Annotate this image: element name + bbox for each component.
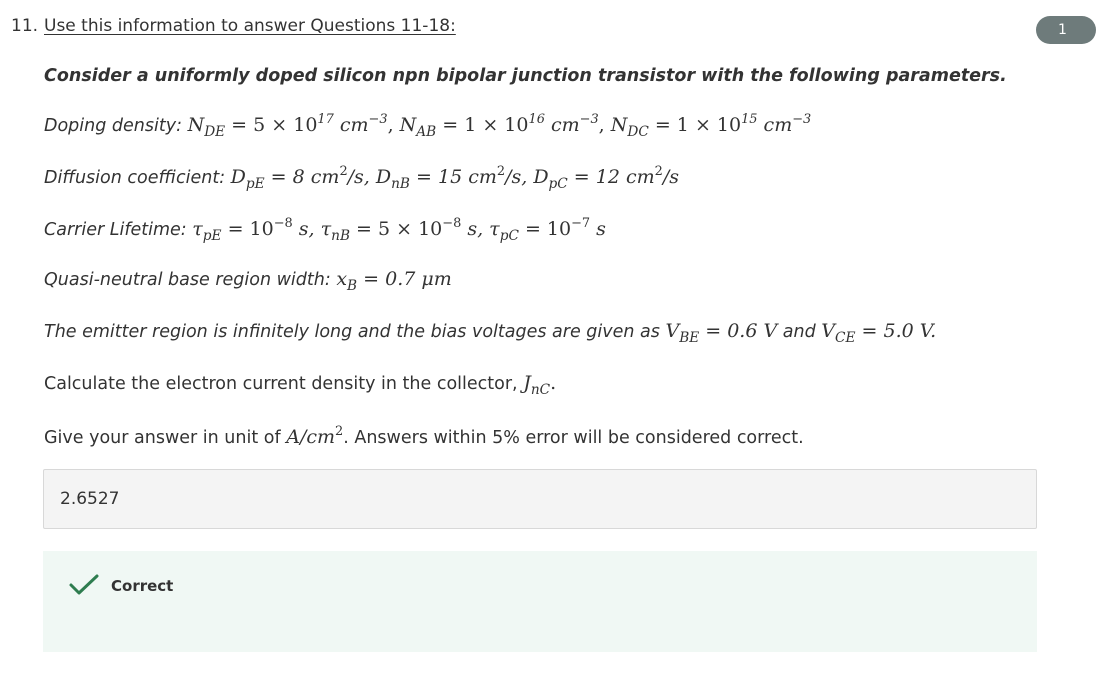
doping-density-line	[44, 112, 811, 140]
math-exponent: 15	[741, 112, 758, 127]
math-symbol: V	[665, 320, 680, 342]
math-unit: s,	[292, 218, 321, 240]
doping-density-label: Doping density:	[44, 116, 182, 136]
math-exponent: 2	[654, 164, 663, 179]
math-symbol: N	[187, 114, 205, 136]
problem-lead: Consider a uniformly doped silicon npn bipolar junction transistor with the following parameters.	[44, 66, 1007, 86]
math-symbol: τ	[192, 218, 203, 240]
math-value: = 0.7 μm	[357, 268, 452, 290]
math-subscript: pE	[202, 227, 222, 244]
math-symbol: V	[821, 320, 836, 342]
vce-math	[821, 320, 937, 346]
math-subscript: CE	[835, 329, 856, 346]
base-width-label: Quasi-neutral base region width:	[44, 270, 331, 290]
jnc-math	[523, 372, 557, 398]
math-exponent: 16	[528, 112, 545, 127]
math-symbol: τ	[489, 218, 500, 240]
question-title-link[interactable]: Use this information to answer Questions 11-18:	[44, 16, 456, 36]
bias-voltage-line	[44, 320, 936, 346]
question-number: 11.	[11, 16, 39, 36]
unit-text-2: . Answers within 5% error will be considered correct.	[343, 428, 804, 448]
math-subscript: nB	[391, 175, 410, 192]
math-exponent: −8	[442, 216, 462, 231]
carrier-lifetime-line	[44, 216, 606, 244]
math-exponent: −7	[571, 216, 591, 231]
math-exponent: 2	[339, 164, 348, 179]
math-exponent: 17	[317, 112, 334, 127]
math-unit: cm	[333, 114, 369, 136]
feedback-panel	[43, 551, 1037, 652]
math-unit: s	[590, 218, 606, 240]
math-value: = 10	[221, 218, 274, 240]
math-exponent: 2	[335, 424, 344, 439]
checkmark-icon	[69, 573, 99, 597]
math-unit: /s,	[347, 166, 376, 188]
doping-density-math	[187, 112, 812, 140]
math-exponent: −3	[579, 112, 599, 127]
math-symbol: D	[375, 166, 392, 188]
math-value: = 0.6 V	[699, 320, 778, 342]
feedback-label: Correct	[111, 577, 174, 595]
math-value: = 5 × 10	[225, 114, 318, 136]
math-exponent: −3	[368, 112, 388, 127]
math-unit: /s,	[505, 166, 534, 188]
math-value: = 5 × 10	[350, 218, 443, 240]
math-subscript: BE	[679, 329, 700, 346]
math-symbol: x	[336, 268, 348, 290]
math-subscript: pC	[499, 227, 519, 244]
math-value: = 10	[518, 218, 572, 240]
math-separator: ,	[598, 114, 611, 136]
diffusion-coefficient-label: Diffusion coefficient:	[44, 168, 226, 188]
math-exponent: −3	[792, 112, 812, 127]
math-subscript: nB	[331, 227, 350, 244]
bias-text-2: and	[782, 322, 816, 342]
math-symbol: τ	[320, 218, 332, 240]
math-value: = 15 cm	[409, 166, 497, 188]
math-symbol: N	[610, 114, 628, 136]
carrier-lifetime-math	[192, 216, 606, 244]
math-subscript: DE	[204, 123, 226, 140]
math-symbol: N	[399, 114, 417, 136]
vbe-math	[665, 320, 778, 346]
math-value: = 5.0 V.	[855, 320, 937, 342]
carrier-lifetime-label: Carrier Lifetime:	[44, 220, 187, 240]
math-exponent: 2	[496, 164, 506, 179]
math-unit: /s	[662, 166, 680, 188]
math-subscript: nC	[530, 381, 551, 398]
base-width-math	[336, 268, 452, 294]
math-symbol: D	[230, 166, 246, 188]
question-badge-text: 1	[1058, 22, 1067, 38]
math-subscript: DC	[627, 123, 649, 140]
math-value: = 1 × 10	[436, 114, 529, 136]
base-width-line	[44, 268, 452, 294]
diffusion-coefficient-math	[230, 164, 680, 192]
math-exponent: −8	[273, 216, 293, 231]
math-value: = 12 cm	[567, 166, 655, 188]
math-separator: ,	[387, 114, 400, 136]
math-symbol: J	[523, 372, 531, 394]
math-symbol: D	[533, 166, 549, 188]
unit-text-1: Give your answer in unit of	[44, 428, 281, 448]
math-unit: s,	[461, 218, 490, 240]
answer-value: 2.6527	[60, 489, 120, 509]
math-value: = 1 × 10	[648, 114, 742, 136]
math-subscript: B	[347, 277, 358, 294]
math-value: = 8 cm	[264, 166, 340, 188]
diffusion-coefficient-line	[44, 164, 679, 192]
math-punctuation: .	[550, 372, 557, 394]
math-subscript: AB	[416, 123, 437, 140]
answer-input[interactable]	[43, 469, 1037, 529]
bias-text-1: The emitter region is infinitely long and the bias voltages are given as	[44, 322, 660, 342]
calculate-line	[44, 372, 556, 398]
calculate-text: Calculate the electron current density in the collector,	[44, 374, 518, 394]
math-subscript: pC	[548, 175, 568, 192]
math-unit: A/cm	[286, 426, 336, 448]
question-badge[interactable]	[1036, 16, 1096, 44]
unit-math	[286, 426, 343, 448]
math-unit: cm	[757, 114, 793, 136]
unit-line	[44, 424, 804, 448]
math-subscript: pE	[245, 175, 265, 192]
math-unit: cm	[544, 114, 580, 136]
